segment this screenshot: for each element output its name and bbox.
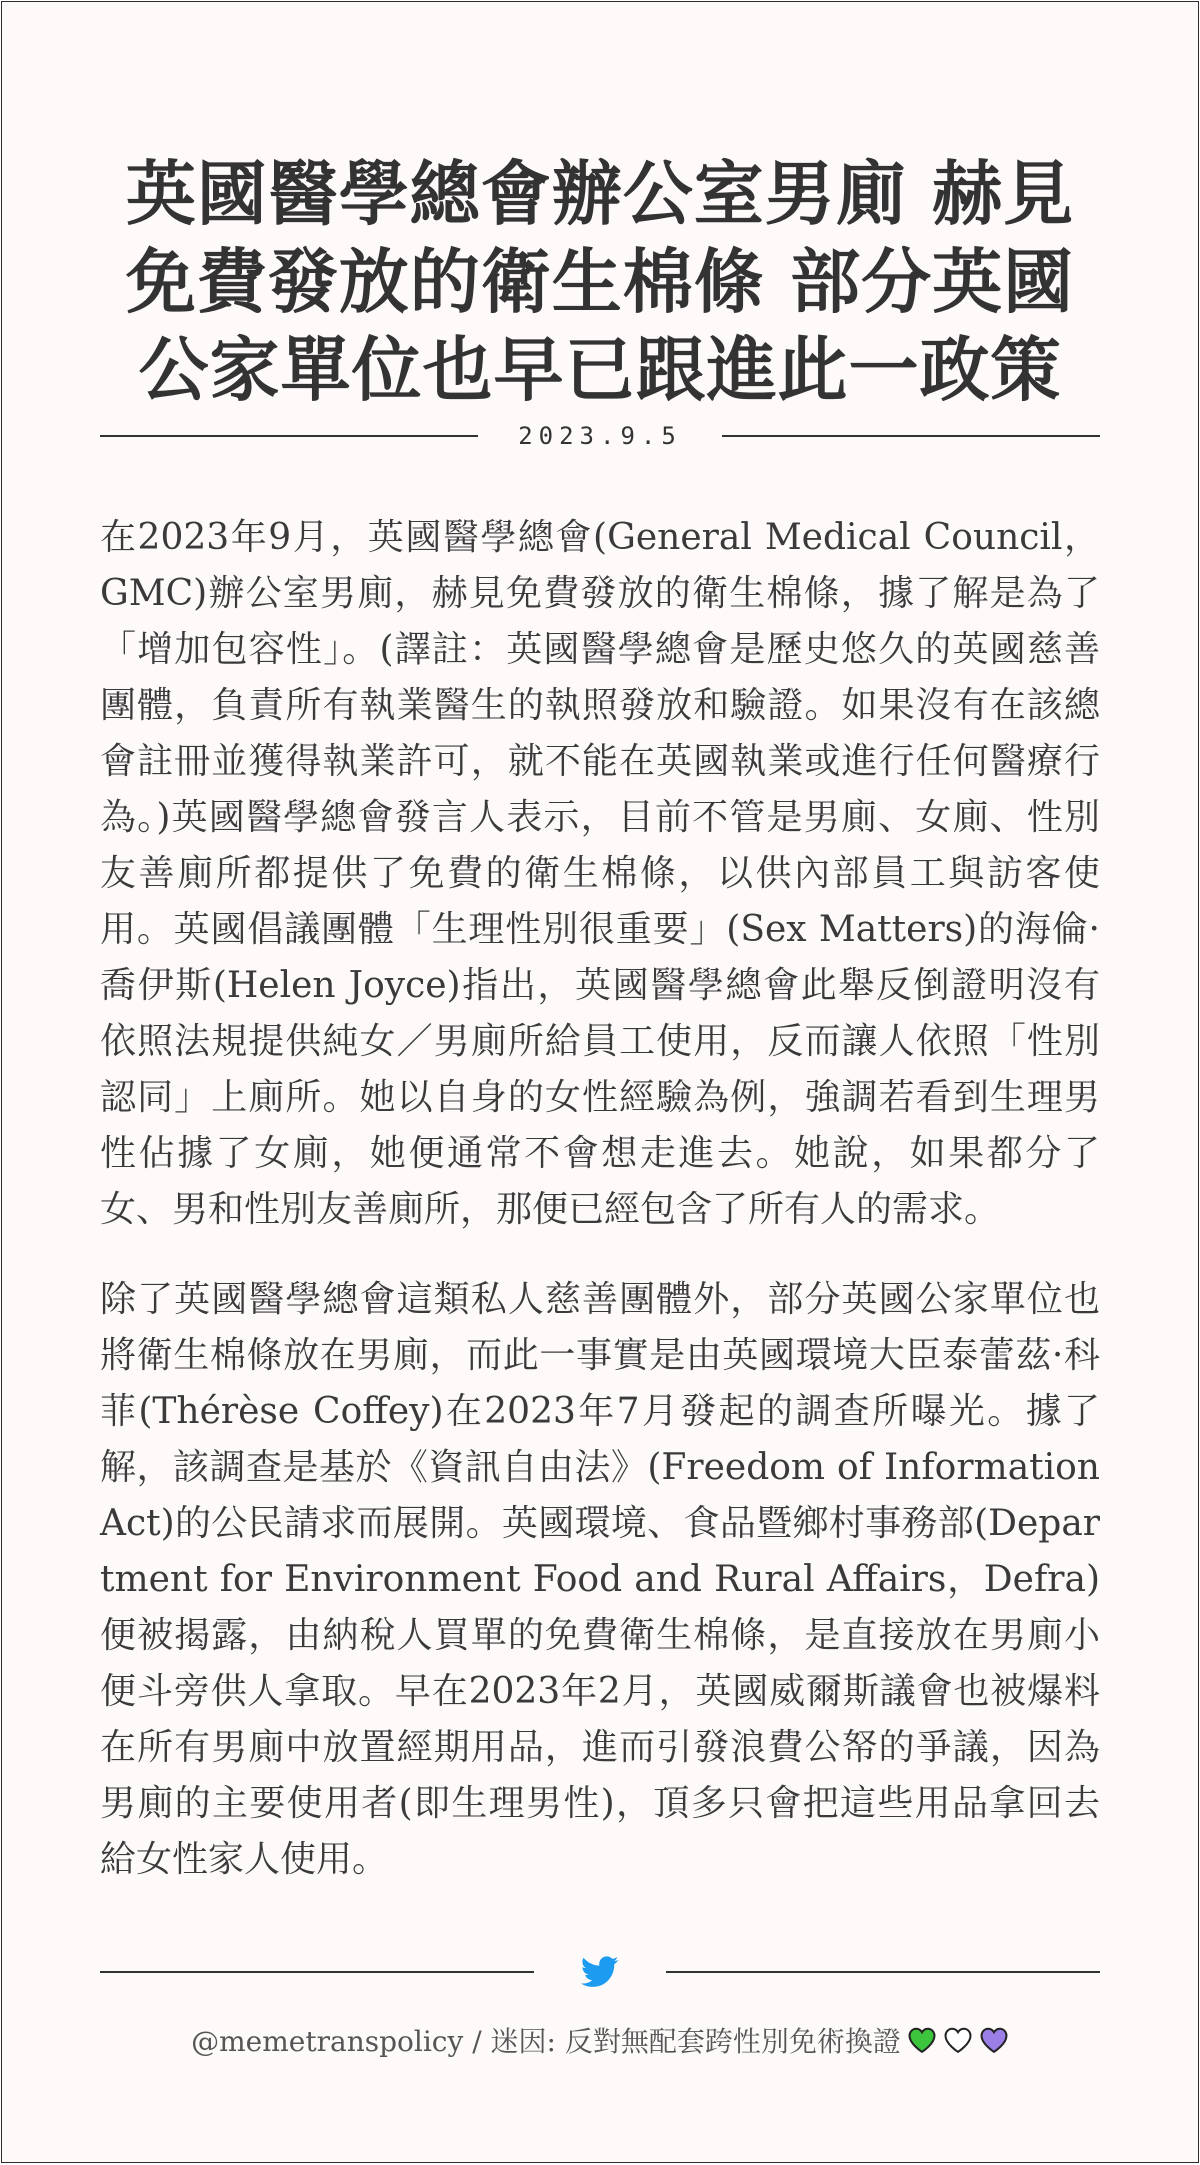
hearts-group [907,2026,1009,2054]
publish-date: 2023.9.5 [518,422,682,450]
paragraph-1: 在2023年9月，英國醫學總會(General Medical Council，GMC)辦公室男廁，赫見免費發放的衛生棉條，據了解是為了「增加包容性」。(譯註：英國醫學總會是歷史悠久的英國慈善團體，負責所有執業醫生的執照發放和驗證。如果沒有在該總會註冊並獲得執業許可，就不能在英國執業或進行任何醫療行為。)英國醫學總會發言人表示，目前不管是男廁、女廁、性別友善廁所都提供了免費的衛生棉條，以供內部員工與訪客使用。英國倡議團體「生理性別很重要」(Sex Matters)的海倫·喬伊斯(Helen Joyce)指出，英國醫學總會此舉反倒證明沒有依照法規提供純女／男廁所給員工使用，反而讓人依照「性別認同」上廁所。她以自身的女性經驗為例，強調若看到生理男性佔據了女廁，她便通常不會想走進去。她說，如果都分了女、男和性別友善廁所，那便已經包含了所有人的需求。 [100,517,1100,1230]
paragraph-2: 除了英國醫學總會這類私人慈善團體外，部分英國公家單位也將衛生棉條放在男廁，而此一事實是由英國環境大臣泰蕾茲·科菲(Thérèse Coffey)在2023年7月發起的調查所曝光。據了解，該調查是基於《資訊自由法》(Freedom of Information Act)的公民請求而展開。英國環境、食品暨鄉村事務部(Department for Environment Food and Rural Affairs，Defra)便被揭露，由納稅人買單的免費衛生棉條，是直接放在男廁小便斗旁供人拿取。早在2023年2月，英國威爾斯議會也被爆料在所有男廁中放置經期用品，進而引發浪費公帑的爭議，因為男廁的主要使用者(即生理男性)，頂多只會把這些用品拿回去給女性家人使用。 [100,1279,1100,1880]
article-title [98,150,1102,414]
footer-divider-left [100,1971,534,1973]
divider-left [100,435,478,437]
date-row [100,420,1100,452]
footer-divider [100,1952,1100,1992]
twitter-bird-icon [534,1956,666,1988]
title-line: 免費發放的衛生棉條 部分英國 [125,241,1075,323]
purple-heart-icon [979,2026,1009,2054]
footer-credit [62,2020,1138,2060]
footer-divider-right [666,1971,1100,1973]
article-card [1,1,1199,2163]
title-line: 公家單位也早已跟進此一政策 [138,329,1062,411]
article-body [100,510,1100,1922]
title-line: 英國醫學總會辦公室男廁 赫見 [125,153,1075,235]
credit-text: @memetranspolicy / 迷因: 反對無配套跨性別免術換證 [191,2025,901,2058]
green-heart-icon [907,2026,937,2054]
white-heart-icon [943,2026,973,2054]
divider-right [722,435,1100,437]
